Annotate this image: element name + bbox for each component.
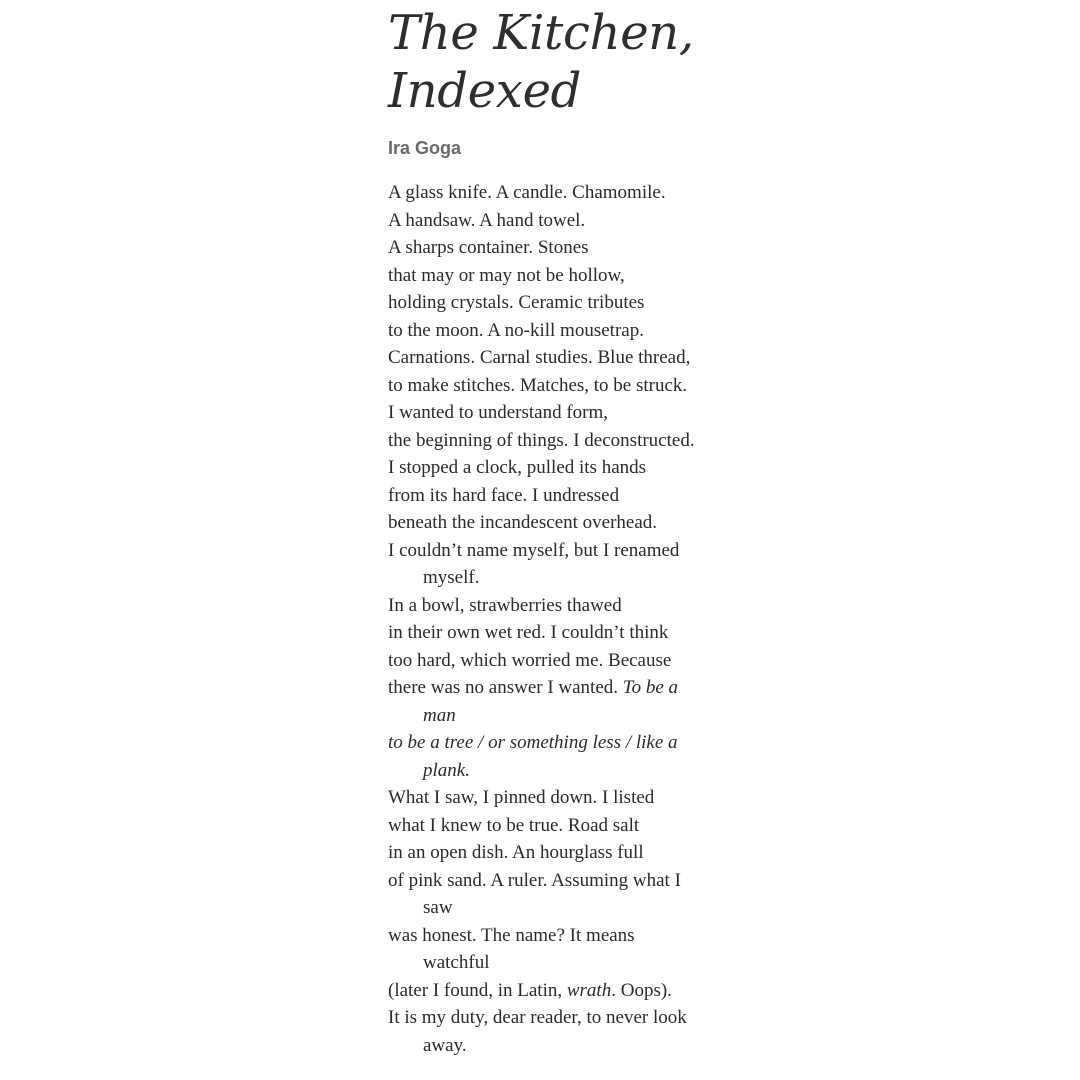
poem-line: in their own wet red. I couldn’t think xyxy=(388,622,669,643)
poem-line: beneath the incandescent overhead. xyxy=(388,512,658,533)
poem-title xyxy=(388,4,908,120)
poem-line: that may or may not be hollow, xyxy=(388,264,625,286)
poem-line: to make stitches. Matches, to be struck. xyxy=(388,374,688,396)
poem-line: It is my duty, dear reader, to never look xyxy=(388,1007,687,1028)
poem-line: was honest. The name? It means xyxy=(388,924,635,946)
poem-line-continuation: saw xyxy=(423,897,453,918)
poem-line-continuation: away. xyxy=(423,1034,467,1056)
poem-line: Carnations. Carnal studies. Blue thread, xyxy=(388,347,691,368)
poem-line: In a bowl, strawberries thawed xyxy=(388,594,622,616)
poem-line: there was no answer I wanted. To be a xyxy=(388,677,679,698)
poem-line: to the moon. A no-kill mousetrap. xyxy=(388,319,644,341)
poem-page xyxy=(388,0,908,1059)
poem-line: the beginning of things. I deconstructed. xyxy=(388,429,695,451)
poem-author: Ira Goga xyxy=(388,138,462,158)
poem-line: A handsaw. A hand towel. xyxy=(388,209,586,231)
poem-line: A sharps container. Stones xyxy=(388,237,589,258)
poem-line: I couldn’t name myself, but I renamed xyxy=(388,539,680,561)
poem-line-continuation: man xyxy=(423,704,456,726)
poem-title-line-1: The Kitchen, xyxy=(388,5,694,61)
poem-line: (later I found, in Latin, wrath. Oops). xyxy=(388,979,672,1001)
poem-line: of pink sand. A ruler. Assuming what I xyxy=(388,869,681,891)
poem-line: to be a tree / or something less / like a xyxy=(388,732,678,753)
poem-line: I wanted to understand form, xyxy=(388,402,609,423)
poem-line: too hard, which worried me. Because xyxy=(388,649,672,671)
poem-body xyxy=(388,179,908,1059)
poem-line: in an open dish. An hourglass full xyxy=(388,842,644,863)
poem-line: holding crystals. Ceramic tributes xyxy=(388,292,645,313)
poem-line-continuation: plank. xyxy=(423,759,470,781)
poem-line: from its hard face. I undressed xyxy=(388,484,620,506)
poem-line: What I saw, I pinned down. I listed xyxy=(388,787,655,808)
poem-line: I stopped a clock, pulled its hands xyxy=(388,457,647,478)
poem-line-continuation: myself. xyxy=(423,567,480,588)
poem-title-line-2: Indexed xyxy=(388,63,582,119)
poem-line: what I knew to be true. Road salt xyxy=(388,814,640,836)
poem-line-continuation: watchful xyxy=(423,952,490,973)
poem-line: A glass knife. A candle. Chamomile. xyxy=(388,182,666,203)
